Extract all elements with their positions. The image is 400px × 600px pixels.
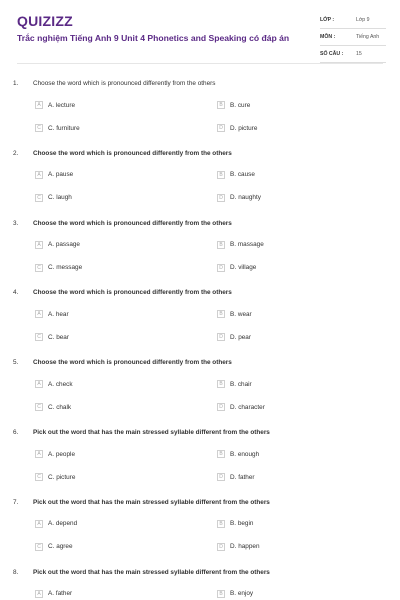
option-text: cure	[237, 101, 251, 109]
question-4	[0, 289, 400, 359]
answer-option[interactable]	[217, 262, 256, 274]
option-text: bear	[56, 333, 69, 341]
answer-option[interactable]	[35, 169, 73, 181]
meta-value: 15	[356, 51, 362, 57]
option-label	[230, 474, 255, 481]
answer-option[interactable]	[217, 401, 265, 413]
option-text: message	[56, 264, 83, 272]
option-label	[230, 381, 252, 388]
meta-value: Tiếng Anh	[356, 34, 380, 40]
option-letter: A.	[48, 520, 55, 528]
option-checkbox[interactable]: A	[35, 380, 43, 388]
question-number: 8.	[13, 568, 19, 576]
answer-option[interactable]	[217, 308, 252, 320]
option-letter: B.	[230, 590, 237, 598]
option-letter: C.	[48, 473, 55, 481]
option-letter: C.	[48, 264, 55, 272]
option-letter: D.	[230, 124, 237, 132]
quizizz-logo: QUIZIZZ	[17, 13, 73, 29]
question-number: 4.	[13, 289, 19, 297]
option-label	[48, 520, 77, 527]
option-text: enjoy	[237, 590, 254, 598]
answer-option[interactable]	[217, 192, 261, 204]
option-letter: A.	[48, 310, 55, 318]
meta-value: Lớp 9	[356, 17, 370, 23]
option-letter: D.	[230, 403, 237, 411]
option-text: father	[55, 590, 73, 598]
option-text: naughty	[238, 194, 261, 202]
answer-option[interactable]	[35, 331, 69, 343]
option-letter: C.	[48, 543, 55, 551]
question-number: 3.	[13, 219, 19, 227]
option-text: chair	[237, 380, 252, 388]
option-label	[230, 264, 256, 271]
answer-option[interactable]	[217, 99, 250, 111]
option-text: cause	[237, 171, 255, 179]
option-label	[230, 125, 257, 132]
answer-option[interactable]	[35, 518, 77, 530]
option-checkbox[interactable]: B	[217, 171, 225, 179]
option-label	[230, 451, 259, 458]
option-checkbox[interactable]: B	[217, 310, 225, 318]
option-text: pause	[55, 171, 74, 179]
answer-option[interactable]	[35, 192, 72, 204]
option-label	[48, 334, 69, 341]
worksheet-title: Trắc nghiệm Tiếng Anh 9 Unit 4 Phonetics and Speaking có đáp án	[17, 33, 290, 43]
option-letter: C.	[48, 124, 55, 132]
option-label	[48, 171, 73, 178]
answer-option[interactable]	[217, 471, 255, 483]
option-checkbox[interactable]: A	[35, 590, 43, 598]
answer-option[interactable]	[217, 518, 253, 530]
question-6	[0, 429, 400, 499]
option-checkbox[interactable]: D	[217, 403, 225, 411]
meta-key: LỚP :	[320, 17, 335, 23]
option-checkbox[interactable]: C	[35, 403, 43, 411]
question-number: 2.	[13, 149, 19, 157]
answer-option[interactable]	[35, 99, 75, 111]
question-text: Choose the word which is pronounced differently from the others	[33, 289, 232, 297]
option-letter: A.	[48, 241, 55, 249]
option-checkbox[interactable]: B	[217, 241, 225, 249]
meta-key: MÔN :	[320, 34, 336, 40]
option-checkbox[interactable]: C	[35, 473, 43, 481]
option-text: pear	[238, 333, 251, 341]
option-label	[230, 102, 250, 109]
meta-row-count	[320, 46, 386, 63]
question-5	[0, 359, 400, 429]
option-checkbox[interactable]: B	[217, 450, 225, 458]
option-letter: B.	[230, 450, 237, 458]
option-text: passage	[55, 241, 80, 249]
option-text: wear	[237, 310, 252, 318]
option-text: hear	[55, 310, 69, 318]
option-label	[48, 125, 80, 132]
option-checkbox[interactable]: D	[217, 264, 225, 272]
option-checkbox[interactable]: A	[35, 310, 43, 318]
option-checkbox[interactable]: B	[217, 380, 225, 388]
answer-option[interactable]	[35, 239, 80, 251]
meta-row-subject	[320, 29, 386, 46]
answer-option[interactable]	[217, 448, 259, 460]
option-label	[48, 590, 72, 597]
question-text: Pick out the word that has the main stressed syllable different from the others	[33, 429, 270, 436]
option-text: laugh	[56, 194, 72, 202]
question-number: 1.	[13, 80, 19, 87]
answer-option[interactable]	[217, 331, 251, 343]
option-text: picture	[56, 473, 76, 481]
question-text: Choose the word which is pronounced differently from the others	[33, 149, 232, 157]
option-checkbox[interactable]: C	[35, 124, 43, 132]
option-letter: A.	[48, 171, 55, 179]
option-checkbox[interactable]: B	[217, 101, 225, 109]
option-label	[48, 451, 75, 458]
question-2	[0, 150, 400, 220]
option-letter: D.	[230, 333, 237, 341]
question-text: Choose the word which is pronounced differently from the others	[33, 359, 232, 367]
answer-option[interactable]	[35, 122, 80, 134]
header-divider	[17, 63, 383, 64]
option-letter: B.	[230, 520, 237, 528]
option-label	[48, 311, 69, 318]
answer-option[interactable]	[35, 588, 72, 600]
option-letter: D.	[230, 264, 237, 272]
answer-option[interactable]	[35, 308, 69, 320]
question-number: 6.	[13, 429, 19, 436]
option-label	[230, 590, 253, 597]
option-text: massage	[237, 241, 264, 249]
option-checkbox[interactable]: D	[217, 124, 225, 132]
option-label	[48, 543, 73, 550]
question-number: 7.	[13, 498, 19, 506]
meta-row-class	[320, 12, 386, 29]
option-letter: D.	[230, 194, 237, 202]
answer-option[interactable]	[35, 378, 73, 390]
option-checkbox[interactable]: C	[35, 333, 43, 341]
question-text: Pick out the word that has the main stressed syllable different from the others	[33, 498, 270, 506]
option-text: depend	[55, 520, 78, 528]
option-letter: A.	[48, 380, 55, 388]
option-checkbox[interactable]: A	[35, 171, 43, 179]
option-text: happen	[238, 543, 260, 551]
option-label	[48, 194, 72, 201]
option-text: village	[238, 264, 257, 272]
option-letter: D.	[230, 473, 237, 481]
option-text: lecture	[55, 101, 76, 109]
option-letter: A.	[48, 450, 55, 458]
answer-option[interactable]	[35, 541, 73, 553]
answer-option[interactable]	[217, 541, 260, 553]
answer-option[interactable]	[217, 378, 252, 390]
option-letter: B.	[230, 171, 237, 179]
question-text: Pick out the word that has the main stressed syllable different from the others	[33, 568, 270, 576]
option-letter: A.	[48, 590, 55, 598]
answer-option[interactable]	[35, 448, 75, 460]
option-label	[48, 264, 82, 271]
option-label	[230, 334, 251, 341]
option-checkbox[interactable]: B	[217, 520, 225, 528]
option-checkbox[interactable]: C	[35, 543, 43, 551]
option-checkbox[interactable]: A	[35, 450, 43, 458]
question-number: 5.	[13, 359, 19, 367]
option-checkbox[interactable]: D	[217, 333, 225, 341]
option-label	[48, 404, 71, 411]
option-label	[230, 241, 264, 248]
option-text: chalk	[56, 403, 72, 411]
answer-option[interactable]	[35, 471, 75, 483]
option-letter: C.	[48, 333, 55, 341]
option-text: character	[238, 403, 265, 411]
question-7	[0, 499, 400, 569]
option-letter: D.	[230, 543, 237, 551]
answer-option[interactable]	[35, 401, 71, 413]
option-letter: B.	[230, 310, 237, 318]
answer-option[interactable]	[217, 588, 253, 600]
option-text: agree	[56, 543, 73, 551]
option-letter: C.	[48, 194, 55, 202]
option-label	[230, 194, 261, 201]
option-letter: B.	[230, 241, 237, 249]
answer-option[interactable]	[217, 239, 264, 251]
option-letter: A.	[48, 101, 55, 109]
option-label	[230, 311, 252, 318]
option-label	[48, 381, 73, 388]
meta-key: SỐ CÂU :	[320, 51, 344, 57]
option-checkbox[interactable]: C	[35, 264, 43, 272]
option-checkbox[interactable]: A	[35, 241, 43, 249]
option-label	[230, 404, 265, 411]
option-label	[48, 241, 80, 248]
option-checkbox[interactable]: D	[217, 473, 225, 481]
question-8	[0, 569, 400, 600]
option-checkbox[interactable]: A	[35, 101, 43, 109]
answer-option[interactable]	[217, 169, 255, 181]
option-text: furniture	[56, 124, 80, 132]
option-text: begin	[237, 520, 254, 528]
option-letter: C.	[48, 403, 55, 411]
question-1	[0, 80, 400, 150]
option-text: people	[55, 450, 76, 458]
option-text: enough	[237, 450, 260, 458]
option-label	[230, 543, 260, 550]
option-letter: B.	[230, 380, 237, 388]
option-checkbox[interactable]: D	[217, 194, 225, 202]
option-label	[230, 520, 253, 527]
answer-option[interactable]	[35, 262, 82, 274]
question-text: Choose the word which is pronounced differently from the others	[33, 219, 232, 227]
option-text: check	[55, 380, 73, 388]
meta-table	[320, 12, 386, 63]
option-checkbox[interactable]: B	[217, 590, 225, 598]
question-3	[0, 220, 400, 290]
question-text: Choose the word which is pronounced differently from the others	[33, 80, 216, 87]
option-label	[230, 171, 255, 178]
option-label	[48, 102, 75, 109]
option-label	[48, 474, 75, 481]
option-checkbox[interactable]: D	[217, 543, 225, 551]
option-checkbox[interactable]: C	[35, 194, 43, 202]
option-letter: B.	[230, 101, 237, 109]
answer-option[interactable]	[217, 122, 257, 134]
option-text: father	[238, 473, 255, 481]
option-checkbox[interactable]: A	[35, 520, 43, 528]
option-text: picture	[238, 124, 258, 132]
